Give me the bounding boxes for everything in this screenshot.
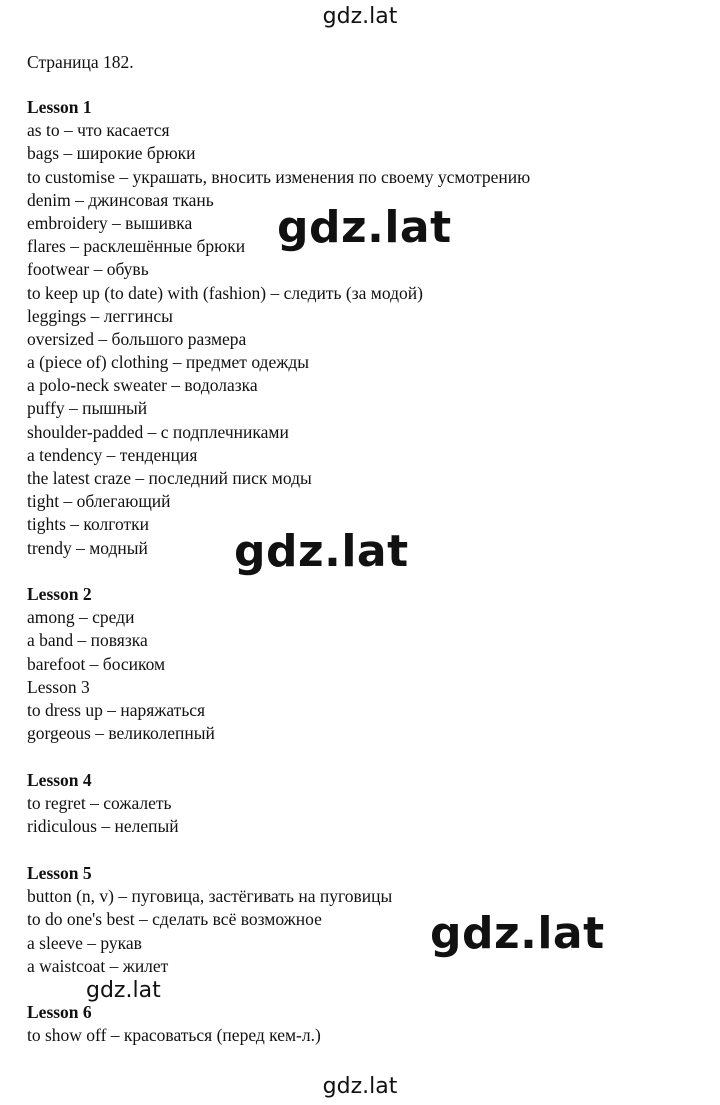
- watermark-top: gdz.lat: [322, 4, 398, 29]
- vocab-entry: a polo-neck sweater – водолазка: [27, 375, 258, 396]
- lesson-title: Lesson 5: [27, 863, 92, 883]
- vocab-entry: the latest craze – последний писк моды: [27, 468, 312, 488]
- lesson-title: Lesson 1: [27, 97, 92, 117]
- vocab-entry: barefoot – босиком: [27, 653, 166, 674]
- vocab-entry: embroidery – вышивка: [27, 212, 193, 233]
- lesson-1: [27, 96, 530, 560]
- vocab-entry: a tendency – тенденция: [27, 444, 198, 465]
- vocab-entry: tight – облегающий: [27, 491, 171, 512]
- vocab-entry: Lesson 3: [27, 676, 90, 697]
- vocab-entry: gorgeous – великолепный: [27, 723, 215, 744]
- lesson-title: Lesson 4: [27, 770, 92, 790]
- page-label: Страница 182.: [27, 52, 134, 72]
- watermark-overlay: gdz.lat: [430, 908, 605, 959]
- vocab-entry: to customise – украшать, вносить изменения по своему усмотрению: [27, 166, 531, 187]
- vocab-entry: trendy – модный: [27, 537, 148, 558]
- vocab-entry: a waistcoat – жилет: [27, 955, 169, 976]
- lesson-title: Lesson 2: [27, 584, 92, 604]
- lesson-5: [27, 862, 392, 978]
- vocab-entry: as to – что касается: [27, 120, 170, 141]
- vocab-entry: a band – повязка: [27, 630, 148, 651]
- vocab-entry: to do one's best – сделать всё возможное: [27, 909, 322, 930]
- vocab-entry: footwear – обувь: [27, 259, 149, 280]
- vocab-entry: puffy – пышный: [27, 398, 148, 419]
- lesson-4: [27, 769, 179, 839]
- vocab-entry: to keep up (to date) with (fashion) – следить (за модой): [27, 282, 423, 303]
- vocab-entry: a (piece of) clothing – предмет одежды: [27, 352, 309, 373]
- vocab-entry: leggings – леггинсы: [27, 305, 173, 326]
- watermark-small: gdz.lat: [86, 978, 161, 1003]
- vocab-entry: a sleeve – рукав: [27, 932, 142, 953]
- vocab-entry: ridiculous – нелепый: [27, 816, 179, 837]
- lesson-title: Lesson 6: [27, 1002, 92, 1022]
- vocab-entry: tights – колготки: [27, 514, 150, 535]
- vocab-entry: bags – широкие брюки: [27, 143, 196, 164]
- watermark-bottom: gdz.lat: [322, 1074, 398, 1099]
- vocab-entry: oversized – большого размера: [27, 328, 247, 349]
- vocab-entry: to regret – сожалеть: [27, 793, 172, 814]
- vocab-entry: to dress up – наряжаться: [27, 699, 206, 720]
- vocab-entry: among – среди: [27, 607, 135, 628]
- lesson-6: [27, 1001, 321, 1047]
- vocab-entry: flares – расклешённые брюки: [27, 236, 246, 257]
- lesson-2: [27, 583, 215, 745]
- watermark-overlay: gdz.lat: [234, 526, 409, 577]
- watermark-overlay: gdz.lat: [277, 202, 452, 253]
- vocab-entry: to show off – красоваться (перед кем-л.): [27, 1025, 321, 1046]
- vocab-entry: shoulder-padded – с подплечниками: [27, 421, 289, 442]
- vocab-entry: denim – джинсовая ткань: [27, 189, 214, 210]
- vocab-entry: button (n, v) – пуговица, застёгивать на пуговицы: [27, 886, 393, 907]
